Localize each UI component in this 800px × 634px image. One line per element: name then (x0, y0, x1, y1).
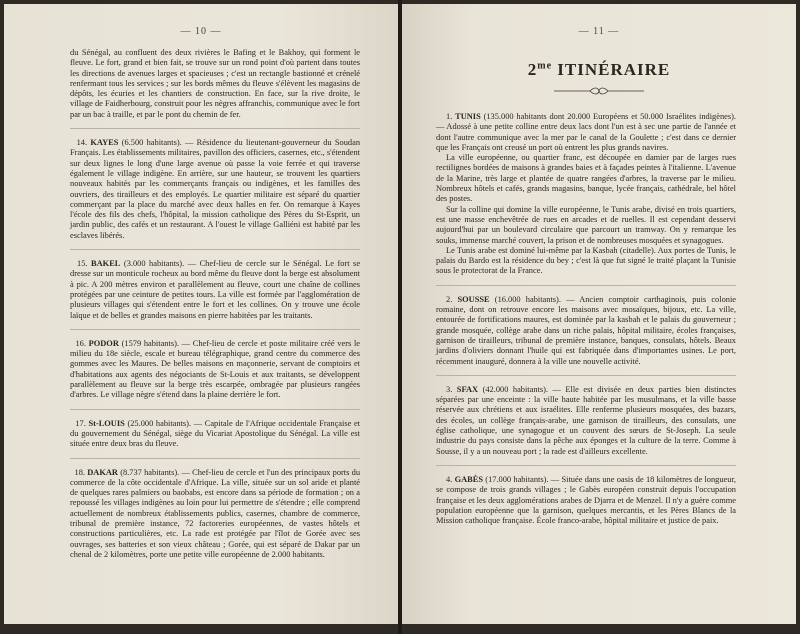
itinerary-heading (402, 60, 796, 80)
entry-text: (3.000 habitants). — Chef-lieu de cercle sur le Sénégal. Le fort se dresse sur un monticule rocheux au bord même du fleuve dont la berge est absolument à pic. A 200 mètres environ et parallèlement au fleuve, court une chaîne de collines protégées par une ceinture de petites tours. La ville est formée par l'agglomération de plusieurs villages qui s'étendent entre le fort et les collines. On y trouve une école laïque et de belles et grandes maisons en pierre habitées par les traitants. (70, 259, 361, 320)
entry-text: (6.500 habitants). — Résidence du lieutenant-gouverneur du Soudan Français. Les établissements militaires, pavillon des officiers, casernes, etc., s'étendent sur deux lignes le long d'une large avenue où passe la voie ferrée et qui traverse également le village indigène. En arrière, sur une hauteur, se trouvent les quartiers nouveaux habités par les commerçants français ou indigènes, et les familles des ouvriers, des tirailleurs et des employés. Le quartier militaire est séparé du quartier commerçant par la place du marché avec deux halles en fer. On remarque à Kayes l'école des fils des chefs, l'hôpital, la mission catholique des Pères du St-Esprit, un jardin public, des cafés et un restaurant. A l'ouest le village Galliéni est habité par les esclaves libérés. (70, 138, 361, 240)
divider (70, 329, 360, 330)
entry-sousse (436, 295, 736, 367)
entry-title: SOUSSE (457, 294, 490, 304)
entry-tunis (436, 112, 736, 277)
entry-st-louis (70, 419, 360, 450)
entry-number: 17. (75, 418, 86, 428)
entry-title: St-LOUIS (88, 418, 125, 428)
right-text-column (436, 112, 736, 526)
divider (436, 285, 736, 286)
entry-number: 2. (446, 294, 453, 304)
entry-text: (8.737 habitants). — Chef-lieu de cercle et l'un des principaux ports du commerce de la côte occidentale d'Afrique. La ville, située sur un sol aride et planté de quelques rares palmiers ou baobabs, est encore dans sa période de formation ; on a repoussé les villages indigènes au loin pour lui permettre de s'étendre ; elle comprend actuellement de nombreux établissements publics, casernes, chambre de commerce, tribunal de première instance, 72 factoreries européennes, de vastes hôtels et constructions particulières, etc. La rade est protégée par l'îlot de Gorée avec ses ouvrages, ses batteries et son vieux château ; Gorée, qui est séparé de Dakar par un chenal de 2 kilomètres, porte une petite ville européenne de 2.000 habitants. (70, 467, 361, 559)
entry-number: 16. (75, 338, 86, 348)
entry-title: GABÈS (454, 474, 483, 484)
entry-title: BAKEL (91, 259, 121, 269)
divider (436, 375, 736, 376)
entry-number: 3. (446, 384, 453, 394)
entry-para: Sur la colline qui domine la ville européenne, le Tunis arabe, divisé en trois quartiers, est une masse enchevêtrée de rues en arcades et de ruelles. Il est cependant desservi aujourd'hui par un boulevard circulaire que parcourt un tramway. On y remarque les souks, immense marché couvert, la prison et de nombreuses mosquées et synagogues. (436, 204, 736, 245)
left-page (4, 4, 398, 624)
divider (70, 458, 360, 459)
entry-dakar (70, 468, 360, 561)
entry-number: 14. (76, 138, 88, 148)
page-number-right: — 11 — (578, 26, 620, 37)
heading-word: ITINÉRAIRE (557, 60, 671, 79)
entry-text: (25.000 habitants). — Capitale de l'Afrique occidentale Française et du gouvernement du Sénégal, siège du Vicariat Apostolique du Sénégal. La ville est située entre deux bras du fleuve. (70, 418, 361, 449)
heading-number: 2 (527, 60, 538, 79)
entry-gabes (436, 475, 736, 526)
divider (70, 409, 360, 410)
entry-podor (70, 339, 360, 401)
divider (70, 249, 360, 250)
intro-paragraph: du Sénégal, au confluent des deux rivières le Bafing et le Bakhoy, qui forment le fleuve. Le fort, grand et bien fait, se trouve sur un rond point d'où partent dans toutes les directions de avenues larges et spacieuses ; c'est un rectangle bastionné et crénelé renfermant tous les services ; sur les bords mêmes du fleuve s'élèvent les magasins de dépôts, les écuries et les chantiers de construction. En face, sur la rive droite, le village de Faidherbourg, construit pour les nègres affranchis, communique avec le fort par un bac à traille, et par le pont du chemin de fer. (70, 48, 360, 119)
entry-text: (1579 habitants). — Chef-lieu de cercle et poste militaire créé vers le milieu du 18e siècle, escale et bureau télégraphique, grand centre du commerce des gommes avec les Maures. De belles maisons en maçonnerie, servant de comptoirs et d'habitations aux agents des négociants de St-Louis et aux traitants, se développent parallèlement au fleuve sur la berge très escarpée, ombragée par plusieurs rangées d'arbres. Le village nègre s'étend dans la plaine derrière le fort. (70, 338, 361, 400)
entry-para (436, 112, 736, 153)
left-text-column (70, 48, 360, 560)
entry-title: KAYES (90, 138, 119, 148)
entry-number: 18. (74, 467, 85, 477)
divider (436, 465, 736, 466)
entry-text: (16.000 habitants). — Ancien comptoir carthaginois, puis colonie romaine, dont on retrouve encore les maisons avec mosaïques, bijoux, etc. La ville, entourée de fortifications maures, est dominée par la kasbah et le palais du gouverneur ; grande mosquée, collège arabe dans un riche palais, hôpital militaire, écoles françaises, garnison de tirailleurs, tribunal de première instance, banques, consulats, hôtels. Beaux jardins d'oliviers donnant l'huile qui est fabriquée dans d'importantes usines. Le port, récemment inauguré, donnera à la ville une nouvelle activité. (436, 294, 736, 366)
entry-number: 15. (77, 259, 88, 269)
entry-number: 1. (446, 112, 453, 121)
entry-title: SFAX (456, 384, 479, 394)
entry-para: La ville européenne, ou quartier franc, est découpée en damier par de larges rues rectilignes bordées de maisons à grandes baies et à façades peintes à l'italienne. L'avenue de la Marine, très large et plantée de quatre rangées d'arbres, la traverse par le milieu. Nombreux hôtels et cafés, grands magasins, banque, lycée français, cathédrale, bel hôtel des postes. (436, 153, 736, 204)
entry-text: (42.000 habitants). — Elle est divisée en deux parties bien distinctes séparées par une enceinte : la ville haute habitée par les musulmans, et la ville basse réservée aux chrétiens et aux israélites. Elle renferme plusieurs mosquées, des bazars, des écoles, un collège français-arabe, une garnison de tirailleurs, des consulats, une église catholique, une synagogue et un couvent des sœurs de St-Joseph. La seule industrie du pays consiste dans la pêche aux éponges et la culture de la terre. Comme à Sousse, il y a un nouveau port ; la rade est d'ailleurs excellente. (436, 384, 737, 456)
entry-text: (135.000 habitants dont 20.000 Européens et 50.000 Israélites indigènes). — Adossé à une petite colline entre deux lacs dont l'un est à sec une partie de l'année et dont l'autre communique avec la mer par le canal de la Goulette ; c'est dans ce dernier que les Français ont creusé un port où entrent les plus grands navires. (436, 112, 737, 152)
entry-title: DAKAR (87, 467, 118, 477)
page-number-left: — 10 — (180, 26, 222, 37)
entry-title: TUNIS (455, 112, 481, 121)
ornament-rule-icon (552, 86, 646, 96)
entry-para: Le Tunis arabe est dominé lui-même par la Kasbah (citadelle). Aux portes de Tunis, le palais du Bardo est la résidence du bey ; c'est là que fut signé le traité plaçant la Tunisie sous le protectorat de la France. (436, 245, 736, 276)
right-page (402, 4, 796, 624)
entry-kayes (70, 138, 360, 241)
heading-ordinal: me (537, 60, 553, 72)
entry-number: 4. (446, 474, 453, 484)
divider (70, 128, 360, 129)
entry-text: (17.000 habitants). — Située dans une oasis de 18 kilomètres de longueur, se compose de trois grands villages ; le Gabès européen construit depuis l'occupation française et les deux agglomérations arabes de Djarra et de Menzel. Il n'y a guère comme population européenne que la garnison, quelques mercantis, et les Pères Blancs de la Mission catholique française. École franco-arabe, hôpital militaire et justice de paix. (436, 474, 737, 526)
entry-title: PODOR (88, 338, 119, 348)
entry-bakel (70, 259, 360, 321)
entry-sfax (436, 385, 736, 457)
